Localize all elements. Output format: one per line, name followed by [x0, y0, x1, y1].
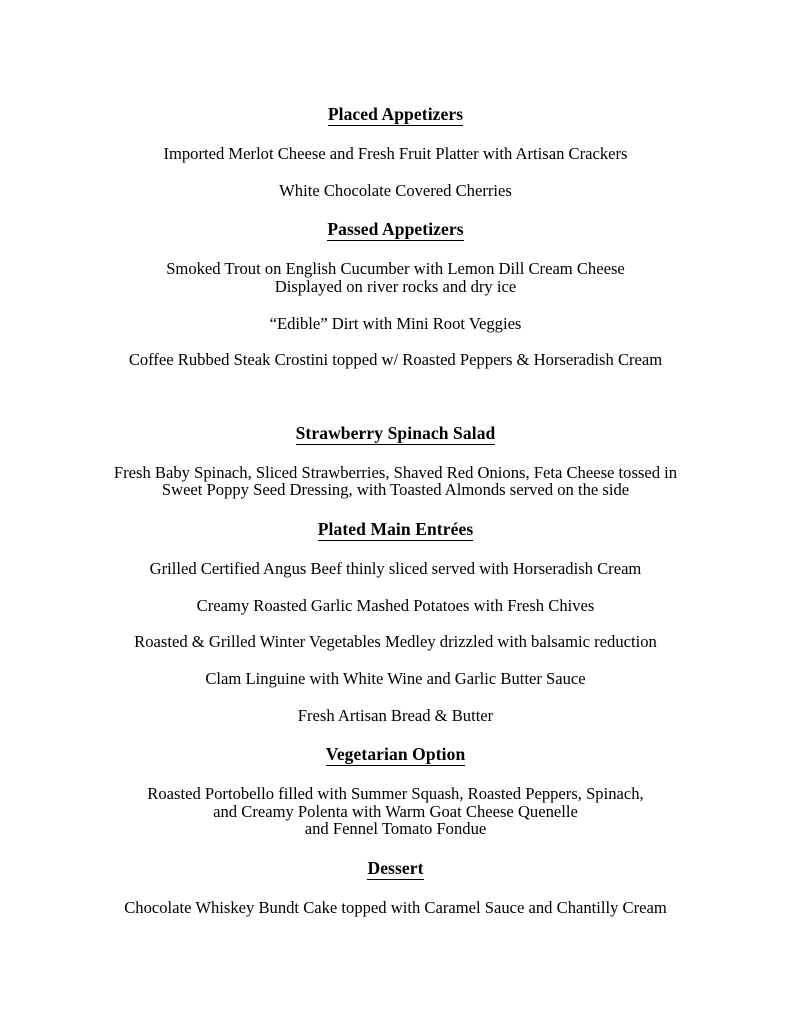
menu-item-line: “Edible” Dirt with Mini Root Veggies	[269, 313, 522, 333]
menu-item-line: and Creamy Polenta with Warm Goat Cheese Quenelle	[213, 801, 578, 821]
section-heading-text: Dessert	[367, 858, 423, 880]
item-spacer	[60, 766, 731, 785]
menu-item-line: Coffee Rubbed Steak Crostini topped w/ Roasted Peppers & Horseradish Cream	[128, 350, 663, 370]
menu-item-line: Clam Linguine with White Wine and Garlic Butter Sauce	[205, 668, 586, 688]
menu-item	[60, 597, 731, 615]
section-spacer	[60, 724, 731, 744]
item-spacer	[60, 296, 731, 315]
menu-item	[60, 464, 731, 499]
menu-item	[60, 707, 731, 725]
menu-item-line: Roasted Portobello filled with Summer Squash, Roasted Peppers, Spinach,	[147, 784, 644, 804]
menu-item-line: Grilled Certified Angus Beef thinly sliced served with Horseradish Cream	[149, 559, 642, 579]
section-spacer	[60, 838, 731, 858]
item-spacer	[60, 614, 731, 633]
menu-item	[60, 315, 731, 333]
menu-item-line: Creamy Roasted Garlic Mashed Potatoes with Fresh Chives	[196, 595, 595, 615]
menu-item-line: and Fennel Tomato Fondue	[304, 819, 487, 839]
item-spacer	[60, 332, 731, 351]
section-heading-vegetarian-option	[60, 744, 731, 766]
menu-item-line: Roasted & Grilled Winter Vegetables Medley drizzled with balsamic reduction	[134, 632, 657, 652]
section-heading-dessert	[60, 858, 731, 880]
menu-item-line: White Chocolate Covered Cherries	[279, 180, 512, 200]
menu-item	[60, 351, 731, 369]
menu-item	[60, 899, 731, 917]
item-spacer	[60, 126, 731, 145]
section-heading-plated-main-entrees	[60, 519, 731, 541]
section-heading-text: Strawberry Spinach Salad	[296, 423, 496, 445]
section-heading-strawberry-spinach-salad	[60, 423, 731, 445]
item-spacer	[60, 241, 731, 260]
menu-item-line: Fresh Baby Spinach, Sliced Strawberries, Shaved Red Onions, Feta Cheese tossed in	[113, 462, 678, 482]
menu-item	[60, 670, 731, 688]
menu-item-line: Fresh Artisan Bread & Butter	[297, 705, 494, 725]
menu-item	[60, 785, 731, 838]
section-heading-text: Placed Appetizers	[328, 104, 463, 126]
menu-item-line: Chocolate Whiskey Bundt Cake topped with Caramel Sauce and Chantilly Cream	[124, 898, 667, 918]
section-heading-passed-appetizers	[60, 219, 731, 241]
menu-item-line: Sweet Poppy Seed Dressing, with Toasted Almonds served on the side	[161, 480, 630, 500]
item-spacer	[60, 651, 731, 670]
item-spacer	[60, 445, 731, 464]
section-heading-text: Vegetarian Option	[326, 744, 466, 766]
item-spacer	[60, 880, 731, 899]
menu-item	[60, 145, 731, 163]
section-spacer	[60, 499, 731, 519]
menu-item	[60, 560, 731, 578]
section-spacer	[60, 199, 731, 219]
menu-item-line: Imported Merlot Cheese and Fresh Fruit Platter with Artisan Crackers	[163, 144, 628, 164]
menu-item	[60, 182, 731, 200]
section-heading-text: Plated Main Entrées	[318, 519, 474, 541]
menu-item	[60, 633, 731, 651]
item-spacer	[60, 541, 731, 560]
menu-item	[60, 260, 731, 295]
section-spacer	[60, 369, 731, 423]
item-spacer	[60, 163, 731, 182]
menu-item-line: Displayed on river rocks and dry ice	[274, 277, 517, 297]
menu-body	[60, 104, 731, 917]
section-heading-placed-appetizers	[60, 104, 731, 126]
item-spacer	[60, 578, 731, 597]
item-spacer	[60, 688, 731, 707]
section-heading-text: Passed Appetizers	[327, 219, 463, 241]
menu-item-line: Smoked Trout on English Cucumber with Lemon Dill Cream Cheese	[166, 259, 625, 279]
